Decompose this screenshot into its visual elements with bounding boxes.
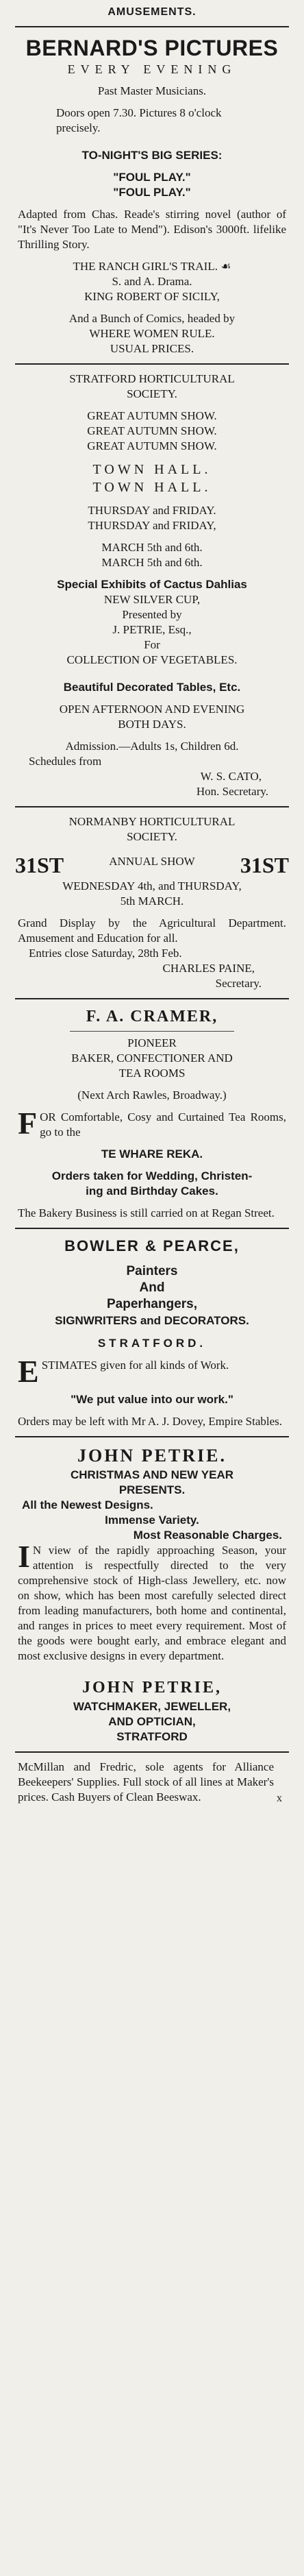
petrie-advert [15, 1444, 289, 1745]
paine-name: CHARLES PAINE, [162, 962, 255, 975]
divider [70, 1031, 234, 1032]
dates-1: MARCH 5th and 6th. [101, 541, 203, 554]
petrie-donor: J. PETRIE, Esq., [112, 623, 192, 636]
variety: Immense Variety. [105, 1514, 199, 1527]
whare-reka: TE WHARE REKA. [101, 1147, 203, 1161]
column-mark: x [277, 1793, 282, 1804]
foul-play-2: "FOUL PLAY." [113, 186, 191, 199]
ranch-girl-sub: S. and A. Drama. [112, 275, 192, 288]
days-1: THURSDAY and FRIDAY. [88, 504, 216, 517]
bowler-advert [15, 1236, 289, 1429]
petrie-sig-optician: AND OPTICIAN, [108, 1715, 196, 1728]
for-line: For [144, 638, 160, 651]
paperhangers: Paperhangers, [107, 1297, 197, 1311]
christmas-line-2: PRESENTS. [118, 1483, 186, 1496]
drop-cap: I [18, 1543, 30, 1574]
baker-line: BAKER, CONFECTIONER AND [71, 1052, 233, 1065]
cramer-name: F. A. CRAMER, [86, 1008, 218, 1025]
divider [15, 1228, 289, 1229]
normanby-advert [15, 814, 289, 991]
annual-show: ANNUAL SHOW [109, 855, 195, 868]
stratford-title-1: STRATFORD HORTICULTURAL [69, 372, 235, 385]
cramer-advert [15, 1006, 289, 1221]
mcmillan-body: McMillan and Fredric, sole agents for Alliance Beekeepers' Supplies. Full stock of all lines at Maker's prices. Cash Buyers of Clean Beeswax. [18, 1760, 274, 1803]
number-left: 31ST [15, 853, 64, 877]
newest-designs: All the Newest Designs. [22, 1498, 153, 1511]
petrie-name: JOHN PETRIE. [77, 1446, 227, 1466]
motto: "We put value into our work." [71, 1393, 233, 1406]
pioneer: PIONEER [127, 1036, 177, 1049]
newspaper-column [15, 0, 289, 1805]
autumn-show-1: GREAT AUTUMN SHOW. [87, 409, 217, 422]
divider [15, 1751, 289, 1753]
reasonable-charges: Most Reasonable Charges. [133, 1529, 282, 1542]
drop-cap: F [18, 1110, 38, 1140]
comics-line-1: And a Bunch of Comics, headed by [68, 312, 236, 325]
king-robert: KING ROBERT OF SICILY, [84, 290, 220, 303]
orders-line-2: ing and Birthday Cakes. [86, 1184, 218, 1198]
signwriters: SIGNWRITERS and DECORATORS. [55, 1314, 249, 1327]
days-2: THURSDAY and FRIDAY, [88, 519, 216, 532]
drop-cap: E [18, 1358, 39, 1385]
cato-name: W. S. CATO, [200, 770, 262, 783]
bernards-title: BERNARD'S PICTURES [25, 36, 279, 60]
bakery-note: The Bakery Business is still carried on at Regan Street. [18, 1206, 275, 1219]
big-series: TO-NIGHT'S BIG SERIES: [81, 149, 223, 162]
usual-prices: USUAL PRICES. [110, 342, 194, 355]
orders-line-1: Orders taken for Wedding, Christen- [51, 1169, 253, 1182]
tea-rooms: TEA ROOMS [118, 1067, 186, 1080]
normanby-title-2: SOCIETY. [127, 830, 177, 843]
christmas-line-1: CHRISTMAS AND NEW YEAR [70, 1468, 233, 1481]
entries-close: Entries close Saturday, 28th Feb. [29, 947, 182, 960]
admission: Admission.—Adults 1s, Children 6d. [65, 740, 239, 753]
dates-2: MARCH 5th and 6th. [101, 556, 203, 569]
next-arch: (Next Arch Rawles, Broadway.) [77, 1089, 227, 1102]
estimates-para: ESTIMATES given for all kinds of Work. [18, 1358, 229, 1385]
comics-line-2: WHERE WOMEN RULE. [89, 327, 215, 340]
comfortable-para: FOR Comfortable, Cosy and Curtained Tea Rooms, go to the [18, 1110, 286, 1140]
grand-display: Grand Display by the Agricultural Department. Amusement and Education for all. [18, 916, 286, 945]
mcmillan-advert [15, 1760, 289, 1805]
divider [15, 26, 289, 27]
hon-secretary: Hon. Secretary. [196, 785, 268, 798]
number-right: 31ST [240, 853, 289, 877]
doors-line-2: precisely. [56, 121, 101, 134]
normanby-secretary: Secretary. [215, 977, 262, 990]
cactus-line: Special Exhibits of Cactus Dahlias [57, 578, 247, 591]
petrie-sig-trade: WATCHMAKER, JEWELLER, [73, 1700, 231, 1713]
divider [15, 998, 289, 999]
normanby-dates-2: 5th MARCH. [120, 895, 184, 908]
normanby-dates-1: WEDNESDAY 4th, and THURSDAY, [62, 879, 242, 892]
divider [15, 806, 289, 807]
bowler-name: BOWLER & PEARCE, [64, 1237, 240, 1254]
petrie-sig-town: STRATFORD [116, 1730, 188, 1743]
silver-cup: NEW SILVER CUP, [103, 593, 201, 606]
foul-play-1: "FOUL PLAY." [113, 171, 191, 184]
annual-show-row [15, 851, 289, 879]
autumn-show-2: GREAT AUTUMN SHOW. [87, 424, 217, 437]
bowler-orders: Orders may be left with Mr A. J. Dovey, Empire Stables. [18, 1415, 283, 1428]
town-hall-2: TOWN HALL. [92, 480, 212, 495]
stratford-title-2: SOCIETY. [127, 387, 177, 400]
divider [15, 1436, 289, 1437]
decorated-tables: Beautiful Decorated Tables, Etc. [63, 681, 241, 694]
bowler-stratford: STRATFORD. [97, 1337, 207, 1350]
flourish-icon: ☙ [220, 260, 231, 273]
and-word: And [139, 1280, 165, 1295]
autumn-show-3: GREAT AUTUMN SHOW. [87, 439, 217, 452]
normanby-title-1: NORMANBY HORTICULTURAL [68, 815, 236, 828]
stratford-hort-advert [15, 372, 289, 799]
painters: Painters [126, 1264, 178, 1278]
doors-line-1: Doors open 7.30. Pictures 8 o'clock [56, 106, 222, 119]
petrie-sig-name: JOHN PETRIE, [81, 1679, 223, 1697]
past-master: Past Master Musicians. [97, 84, 207, 97]
collection-vegetables: COLLECTION OF VEGETABLES. [66, 653, 238, 666]
divider [15, 363, 289, 365]
open-line-2: BOTH DAYS. [118, 718, 186, 731]
town-hall-1: TOWN HALL. [92, 462, 212, 477]
every-evening: EVERY EVENING [67, 62, 237, 76]
adapted-text: Adapted from Chas. Reade's stirring novel (author of "It's Never Too Late to Mend"). Edison's 3000ft. lifelike Thrilling Story. [18, 208, 286, 251]
section-header: AMUSEMENTS. [107, 6, 197, 18]
bernards-advert [15, 34, 289, 356]
presented-by: Presented by [122, 608, 182, 621]
petrie-body: I N view of the rapidly approaching Season, your attention is respectfully directed to the very comprehensive stock of High-class Jewellery, etc. now on show, which has been most carefully selected direct from leading manufacturers, both home and continental, and ranges in prices to meet every requirement. Most of the goods were bought early, and embrace elegant and most exclusive designs in every department. [18, 1543, 286, 1662]
open-line-1: OPEN AFTERNOON AND EVENING [59, 703, 245, 716]
ranch-girl: THE RANCH GIRL'S TRAIL. ☙ [73, 260, 231, 273]
schedules-from: Schedules from [29, 755, 102, 768]
